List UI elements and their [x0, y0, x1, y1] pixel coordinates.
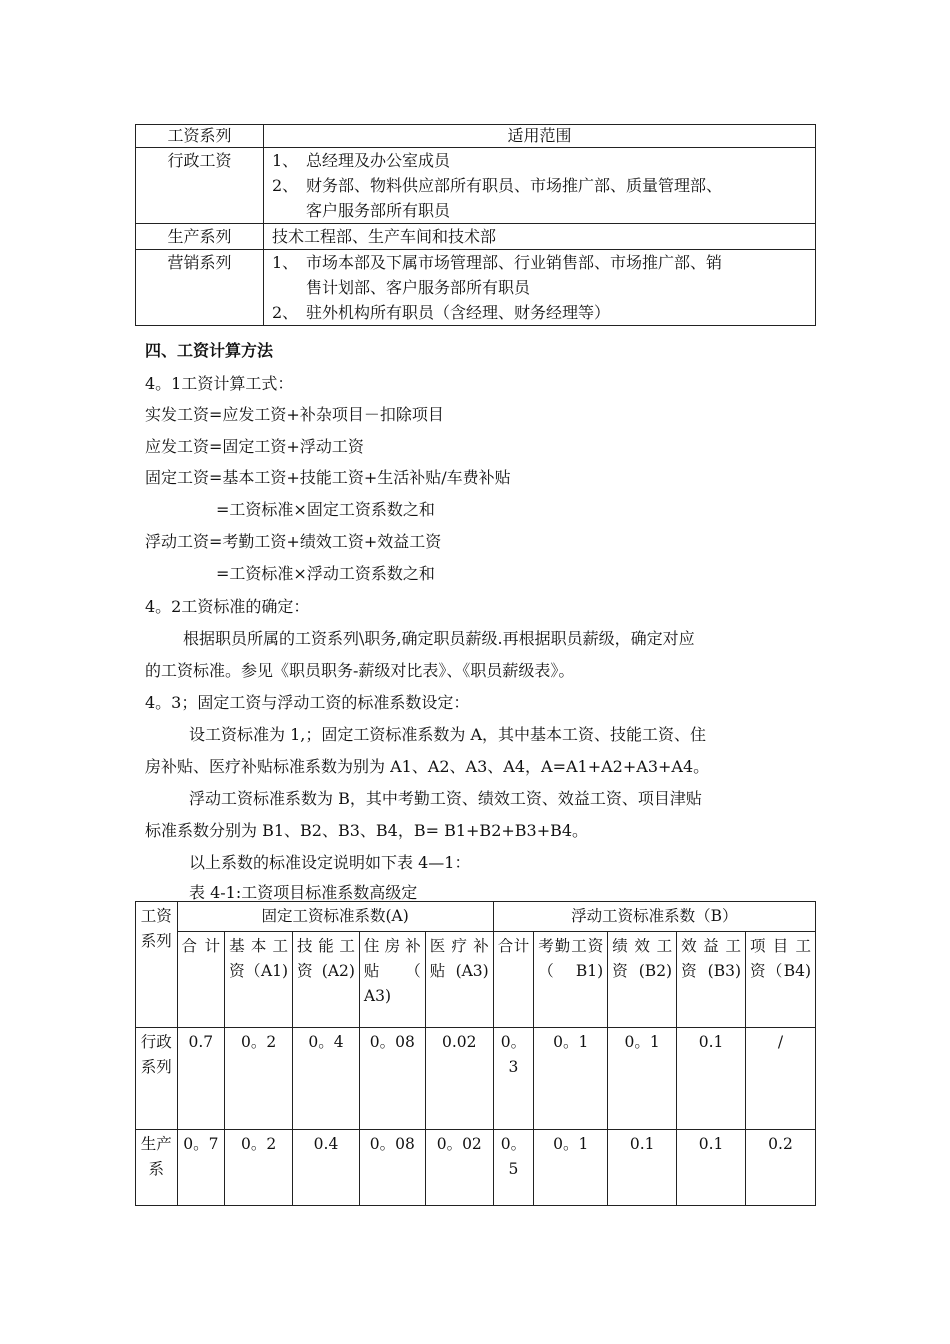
table-cell: /	[746, 1028, 816, 1130]
paragraph: 实发工资=应发工资+补杂项目－扣除项目	[145, 405, 444, 424]
paragraph: 根据职员所属的工资系列\职务,确定职员薪级.再根据职员薪级，确定对应	[183, 629, 695, 648]
paragraph: 的工资标准。参见《职员职务-薪级对比表》、《职员薪级表》。	[145, 661, 575, 680]
paragraph: 4。1工资计算工式：	[145, 374, 294, 393]
paragraph: 设工资标准为 1,；固定工资标准系数为 A，其中基本工资、技能工资、住	[189, 725, 706, 744]
table-cell: 0。2	[225, 1130, 293, 1206]
subheader-cell: 效益工资(B3)	[677, 932, 746, 1028]
table-cell: 0.1	[677, 1130, 746, 1206]
table-cell: 0.2	[746, 1130, 816, 1206]
table-cell: 0。4	[293, 1028, 360, 1130]
table-cell: 0。3	[493, 1028, 534, 1130]
paragraph: 标准系数分别为 B1、B2、B3、B4，B= B1+B2+B3+B4。	[145, 821, 589, 840]
coef-header-row	[136, 902, 816, 932]
scope-text: 技术工程部、生产车间和技术部	[272, 227, 497, 246]
subheader-cell: 合计	[493, 932, 534, 1028]
subheader-cell: 考勤工资（ B1)	[534, 932, 608, 1028]
list-item: 2、 驻外机构所有职员（含经理、财务经理等）	[272, 303, 611, 322]
table-cell: 0.02	[425, 1028, 493, 1130]
coef-subheader-row	[136, 932, 816, 1028]
header-series: 工资系列	[136, 125, 264, 148]
list-item-cont: 客户服务部所有职员	[306, 201, 451, 220]
table-cell: 0.1	[608, 1130, 677, 1206]
paragraph: 房补贴、医疗补贴标准系数为别为 A1、A2、A3、A4，A=A1+A2+A3+A4。	[145, 757, 710, 776]
subheader-cell: 技能工资(A2)	[293, 932, 360, 1028]
table-cell: 0.7	[177, 1028, 225, 1130]
table-cell: 0.1	[677, 1028, 746, 1130]
subheader-cell: 绩效工资(B2)	[608, 932, 677, 1028]
paragraph: 4。3；固定工资与浮动工资的标准系数设定：	[145, 693, 470, 712]
table-cell: 0。08	[359, 1028, 425, 1130]
series-production: 生产系列	[167, 227, 232, 246]
paragraph: =工资标准×固定工资系数之和	[216, 500, 435, 519]
table-cell: 0。1	[534, 1130, 608, 1206]
table-cell: 0。5	[493, 1130, 534, 1206]
table-cell: 0。1	[534, 1028, 608, 1130]
table-row	[136, 1028, 816, 1130]
table-cell: 0。2	[225, 1028, 293, 1130]
paragraph: 浮动工资标准系数为 B，其中考勤工资、绩效工资、效益工资、项目津贴	[189, 789, 702, 808]
series-admin: 行政工资	[167, 151, 232, 170]
table-cell: 0。08	[359, 1130, 425, 1206]
paragraph: 应发工资=固定工资+浮动工资	[145, 437, 364, 456]
table-cell: 0。7	[177, 1130, 225, 1206]
row-series: 行政系列	[136, 1028, 178, 1130]
table-cell: 0。02	[425, 1130, 493, 1206]
header-group-b: 浮动工资标准系数（B）	[493, 902, 815, 932]
subheader-cell: 医疗补贴(A3)	[425, 932, 493, 1028]
table-row	[136, 250, 816, 326]
paragraph: 4。2工资标准的确定：	[145, 597, 310, 616]
coefficient-table	[135, 901, 816, 1206]
table-row	[136, 1130, 816, 1206]
paragraph: =工资标准×浮动工资系数之和	[216, 564, 435, 583]
list-item-cont: 售计划部、客户服务部所有职员	[306, 278, 531, 297]
series-sales: 营销系列	[167, 253, 232, 272]
table-row	[136, 224, 816, 250]
row-series: 生产系	[136, 1130, 178, 1206]
list-item: 1、 市场本部及下属市场管理部、行业销售部、市场推广部、销	[272, 253, 723, 272]
table-cell: 0.4	[293, 1130, 360, 1206]
paragraph: 固定工资=基本工资+技能工资+生活补贴/车费补贴	[145, 468, 511, 487]
table-caption: 表 4-1:工资项目标准系数高级定	[189, 883, 418, 902]
list-item: 2、 财务部、物料供应部所有职员、市场推广部、质量管理部、	[272, 176, 723, 195]
section-heading: 四、工资计算方法	[145, 341, 274, 360]
subheader-cell: 住房补贴（ A3)	[359, 932, 425, 1028]
subheader-cell: 基本工资（A1)	[225, 932, 293, 1028]
subheader-cell: 项目工资（B4)	[746, 932, 816, 1028]
subheader-cell: 合计	[177, 932, 225, 1028]
paragraph: 浮动工资=考勤工资+绩效工资+效益工资	[145, 532, 442, 551]
table-row	[136, 148, 816, 224]
list-item: 1、 总经理及办公室成员	[272, 151, 451, 170]
header-scope: 适用范围	[264, 125, 816, 148]
paragraph: 以上系数的标准设定说明如下表 4—1：	[189, 853, 471, 872]
header-series: 工资系列	[136, 902, 178, 1028]
header-group-a: 固定工资标准系数(A)	[177, 902, 493, 932]
table-cell: 0。1	[608, 1028, 677, 1130]
scope-table-header	[136, 125, 816, 148]
salary-scope-table	[135, 124, 816, 326]
